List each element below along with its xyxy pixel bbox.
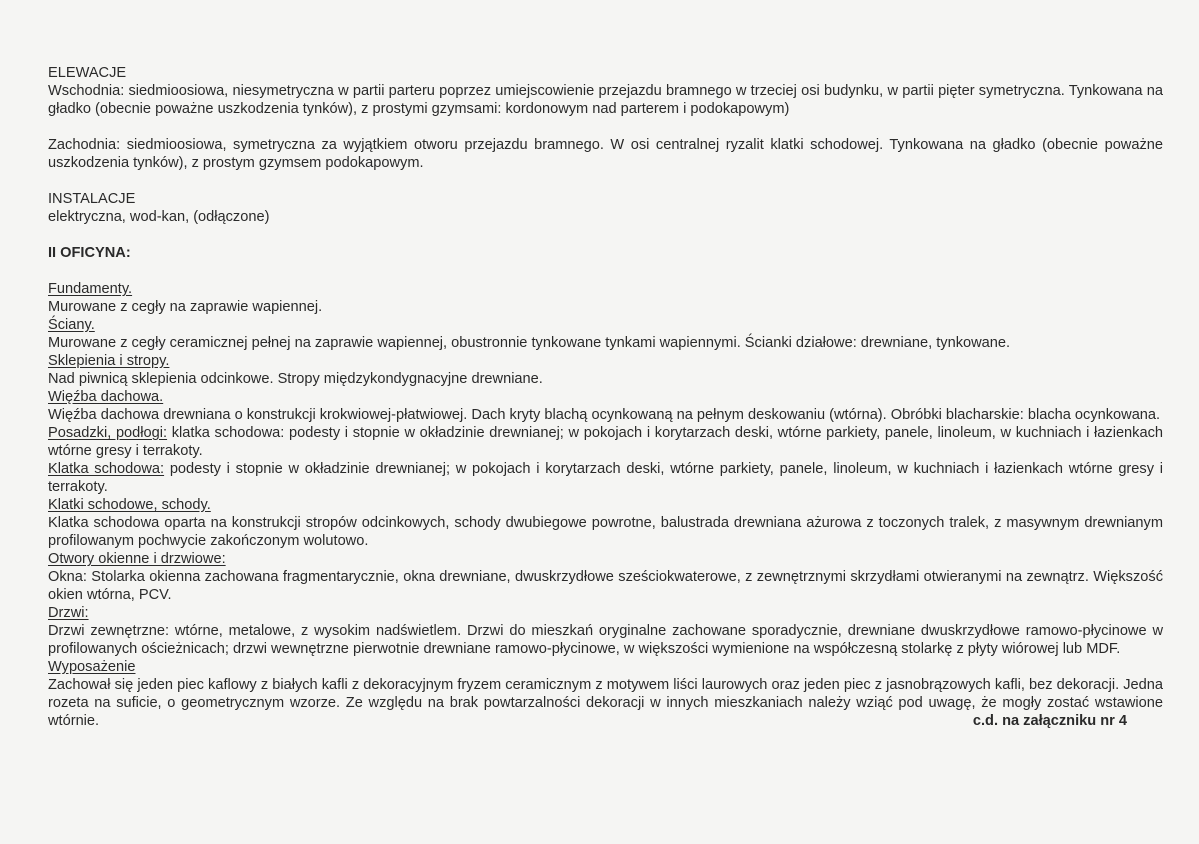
oficyna-heading: II OFICYNA: [48,245,131,261]
drzwi-text: Drzwi zewnętrzne: wtórne, metalowe, z wysokim nadświetlem. Drzwi do mieszkań oryginalne zachowane sporadycznie, drewniane dwuskrzydłowe ramowo-płycinowe w profilowanych ościeżnicach; drzwi wewnętrzne pierwotnie drewniane ramowo-płycinowe, w większości wymienione na współczesną stolarkę z płyty wiórowej lub MDF. [48,623,1163,657]
elewacje-heading: ELEWACJE [48,65,127,81]
wiezba-text: Więźba dachowa drewniana o konstrukcji krokwiowej-płatwiowej. Dach kryty blachą ocynkowaną na pełnym deskowaniu (wtórna). Obróbki blacharskie: blacha ocynkowana. [48,407,1161,423]
klatka-paragraph [48,460,1163,496]
posadzki-label: Posadzki, podłogi: [48,425,168,441]
elewacja-zachodnia-text: Zachodnia: siedmioosiowa, symetryczna za wyjątkiem otworu przejazdu bramnego. W osi centralnej ryzalit klatki schodowej. Tynkowana na gładko (obecnie poważne uszkodzenia tynków), z prostym gzymsem podokapowym. [48,137,1163,171]
sciany-text: Murowane z cegły ceramicznej pełnej na zaprawie wapiennej, obustronnie tynkowane tynkami wapiennymi. Ścianki działowe: drewniane, tynkowane. [48,335,1011,351]
instalacje-text: elektryczna, wod-kan, (odłączone) [48,209,270,225]
klatka-label: Klatka schodowa: [48,461,165,477]
wiezba-label: Więźba dachowa. [48,389,164,405]
instalacje-heading: INSTALACJE [48,191,136,207]
klatki-label: Klatki schodowe, schody. [48,497,211,513]
fundamenty-text: Murowane z cegły na zaprawie wapiennej. [48,299,323,315]
posadzki-text: klatka schodowa: podesty i stopnie w okładzinie drewnianej; w pokojach i korytarzach deski, wtórne parkiety, panele, linoleum, w kuchniach i łazienkach wtórne gresy i terrakoty. [48,425,1164,459]
otwory-label: Otwory okienne i drzwiowe: [48,551,226,567]
wyposazenie-block [48,676,1163,730]
sklepienia-text: Nad piwnicą sklepienia odcinkowe. Stropy międzykondygnacyjne drewniane. [48,371,543,387]
klatki-text: Klatka schodowa oparta na konstrukcji stropów odcinkowych, schody dwubiegowe powrotne, balustrada drewniana ażurowa z toczonych tralek, z masywnym drewnianym profilowanym pochwycie zakończonym wolutowo. [48,515,1163,549]
sciany-label: Ściany. [48,317,95,333]
posadzki-paragraph [48,424,1163,460]
continuation-note: c.d. na załączniku nr 4 [972,713,1127,729]
otwory-text: Okna: Stolarka okienna zachowana fragmentarycznie, okna drewniane, dwuskrzydłowe sześciokwaterowe, z zewnętrznymi skrzydłami otwieranymi na zewnątrz. Większość okien wtórna, PCV. [48,569,1163,603]
elewacja-wschodnia-text: Wschodnia: siedmioosiowa, niesymetryczna w partii parteru poprzez umiejscowienie przejazdu bramnego w trzeciej osi budynku, w partii pięter symetryczna. Tynkowana na gładko (obecnie poważne uszkodzenia tynków), z prostymi gzymsami: kordonowym nad parterem i podokapowym) [48,83,1163,117]
fundamenty-label: Fundamenty. [48,281,133,297]
wyposazenie-label: Wyposażenie [48,659,136,675]
wyposazenie-text: Zachował się jeden piec kaflowy z białych kafli z dekoracyjnym fryzem ceramicznym z motywem liści laurowych oraz jeden piec z jasnobrązowych kafli, bez dekoracji. Jedna rozeta na suficie, o geometrycznym wzorze. Ze względu na brak powtarzalności dekoracji w innych mieszkaniach należy wziąć pod uwagę, że mogły zostać wstawione wtórnie. [48,677,1163,729]
sklepienia-label: Sklepienia i stropy. [48,353,170,369]
klatka-text: podesty i stopnie w okładzinie drewnianej; w pokojach i korytarzach deski, wtórne parkiety, panele, linoleum, w kuchniach i łazienkach wtórne gresy i terrakoty. [48,461,1163,495]
drzwi-label: Drzwi: [48,605,89,621]
